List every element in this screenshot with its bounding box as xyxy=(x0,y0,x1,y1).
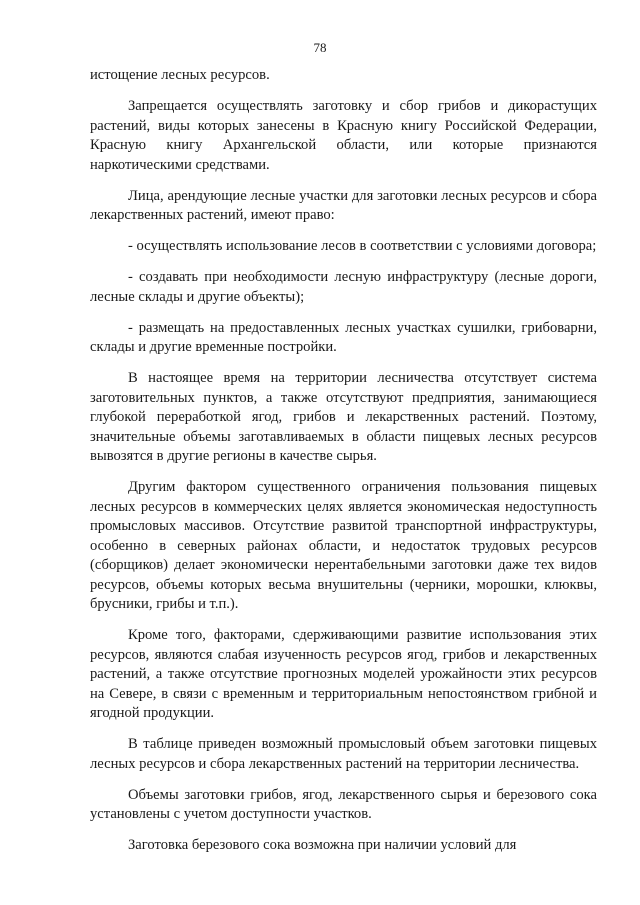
paragraph: - размещать на предоставленных лесных участках сушилки, грибоварни, склады и другие временные постройки. xyxy=(90,319,597,355)
paragraph: истощение лесных ресурсов. xyxy=(90,67,270,83)
paragraph: Другим фактором существенного ограничения пользования пищевых лесных ресурсов в коммерческих целях является экономическая недоступность промысловых массивов. Отсутствие развитой транспортной инфраструктуры, особенно в северных районах области, и недостаток трудовых ресурсов (сборщиков) делает экономически нерентабельными заготовки даже тех видов ресурсов, объемы которых весьма внушительны (черники, морошки, клюквы, брусники, грибы и т.п.). xyxy=(90,479,597,612)
paragraph: - создавать при необходимости лесную инфраструктуру (лесные дороги, лесные склады и другие объекты); xyxy=(90,269,597,305)
paragraph: В таблице приведен возможный промысловый объем заготовки пищевых лесных ресурсов и сбора лекарственных растений на территории лесничества. xyxy=(90,736,597,772)
paragraph: Заготовка березового сока возможна при наличии условий для xyxy=(128,837,517,853)
document-body xyxy=(90,66,597,867)
paragraph: - осуществлять использование лесов в соответствии с условиями договора; xyxy=(128,238,597,254)
page-number: 78 xyxy=(313,40,327,55)
paragraph: Лица, арендующие лесные участки для заготовки лесных ресурсов и сбора лекарственных растений, имеют право: xyxy=(90,187,597,223)
paragraph: Объемы заготовки грибов, ягод, лекарственного сырья и березового сока установлены с учетом доступности участков. xyxy=(90,786,597,822)
paragraph: Запрещается осуществлять заготовку и сбор грибов и дикорастущих растений, виды которых занесены в Красную книгу Российской Федерации, Красную книгу Архангельской области, или которые признаются наркотическими средствами. xyxy=(90,98,597,173)
paragraph: В настоящее время на территории лесничества отсутствует система заготовительных пунктов, а также отсутствуют предприятия, занимающиеся глубокой переработкой ягод, грибов и лекарственных растений. Поэтому, значительные объемы заготавливаемых в области пищевых лесных ресурсов вывозятся в другие регионы в качестве сырья. xyxy=(90,370,597,464)
paragraph: Кроме того, факторами, сдерживающими развитие использования этих ресурсов, являются слабая изученность ресурсов ягод, грибов и лекарственных растений, а также отсутствие прогнозных моделей урожайности этих ресурсов на Севере, в связи с временным и территориальным непостоянством грибной и ягодной продукции. xyxy=(90,627,597,721)
